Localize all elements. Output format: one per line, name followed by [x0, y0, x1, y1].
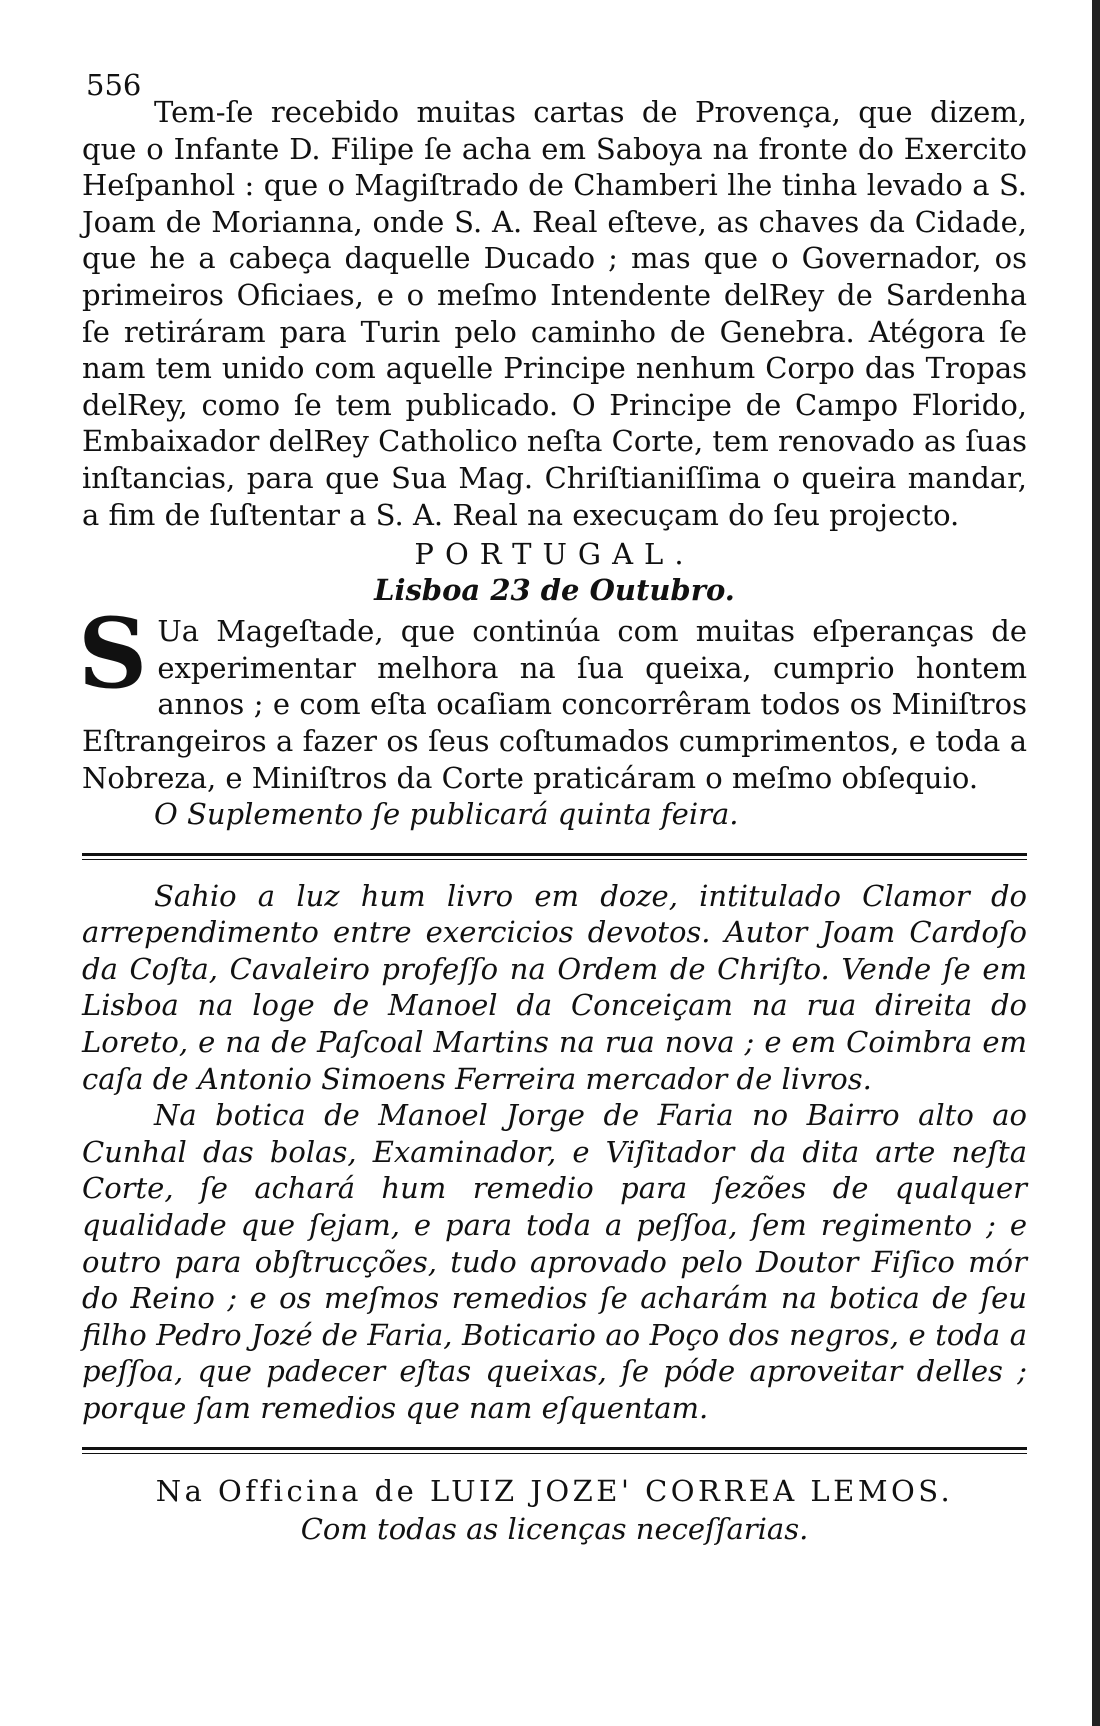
drop-cap: S: [78, 597, 148, 711]
intro-paragraph: Tem-ſe recebido muitas cartas de Provença, que dizem, que o Infante D. Filipe ſe acha em Saboya na fronte do Exercito Heſpanhol : que o Magiſtrado de Chamberi lhe tinha levado a S. Joam de Morianna, onde S. A. Real eſteve, as chaves da Cidade, que he a cabeça daquelle Ducado ; mas que o Governador, os primeiros Oficiaes, e o meſmo Intendente delRey de Sardenha ſe retiráram para Turin pelo caminho de Genebra. Atégora ſe nam tem unido com aquelle Principe nenhum Corpo das Tropas delRey, como ſe tem publicado. O Principe de Campo Florido, Embaixador delRey Catholico neſta Corte, tem renovado as ſuas inſtancias, para que Sua Mag. Chriſtianiſſima o queira mandar, a fim de ſuſtentar a S. A. Real na execuçam do ſeu projecto.: [82, 95, 1027, 532]
page-edge-shadow: [1092, 0, 1100, 1726]
notice-book: Sahio a luz hum livro em doze, intitulado Clamor do arrependimento entre exercicios devotos. Autor Joam Cardoſo da Coſta, Cavaleiro profeſſo na Ordem de Chriſto. Vende ſe em Lisboa na loge de Manoel da Conceiçam na rua direita do Loreto, e na de Paſcoal Martins na rua nova ; e em Coimbra em caſa de Antonio Simoens Ferreira mercador de livros.: [82, 878, 1027, 1096]
notice-pharmacy: Na botica de Manoel Jorge de Faria no Bairro alto ao Cunhal das bolas, Examinador, e Viſitador da dita arte neſta Corte, ſe achará hum remedio para ſezões de qualquer qualidade que ſejam, e para toda a peſſoa, ſem regimento ; e outro para obſtrucções, tudo aprovado pelo Doutor Fiſico mór do Reino ; e os meſmos remedios ſe acharám na botica de ſeu filho Pedro Jozé de Faria, Boticario ao Poço dos negros, e toda a peſſoa, que padecer eſtas queixas, ſe póde aproveitar delles ; porque ſam remedios que nam eſquentam.: [82, 1098, 1027, 1425]
portugal-paragraph: Ua Mageſtade, que continúa com muitas eſperanças de experimentar melhora na ſua queixa, cumprio hontem annos ; e com eſta ocaſiam concorrêram todos os Miniſtros Eſtrangeiros a fazer os ſeus coſtumados cumprimentos, e toda a Nobreza, e Miniſtros da Corte praticáram o meſmo obſequio.: [82, 614, 1027, 795]
portugal-news: [78, 597, 1027, 796]
dateline: Lisboa 23 de Outubro.: [374, 573, 735, 608]
page-number: 556: [86, 68, 142, 102]
section-divider: [82, 853, 1027, 860]
imprint-divider: [82, 1447, 1027, 1454]
section-heading: PORTUGAL.: [414, 537, 695, 572]
imprint-printer: Na Officina de LUIZ JOZE' CORREA LEMOS.: [155, 1473, 954, 1508]
supplement-note: O Suplemento ſe publicará quinta feira.: [154, 797, 739, 832]
imprint: [82, 1472, 1027, 1548]
imprint-licences: Com todas as licenças neceſſarias.: [300, 1511, 809, 1546]
gazette-page: [78, 68, 1027, 1548]
